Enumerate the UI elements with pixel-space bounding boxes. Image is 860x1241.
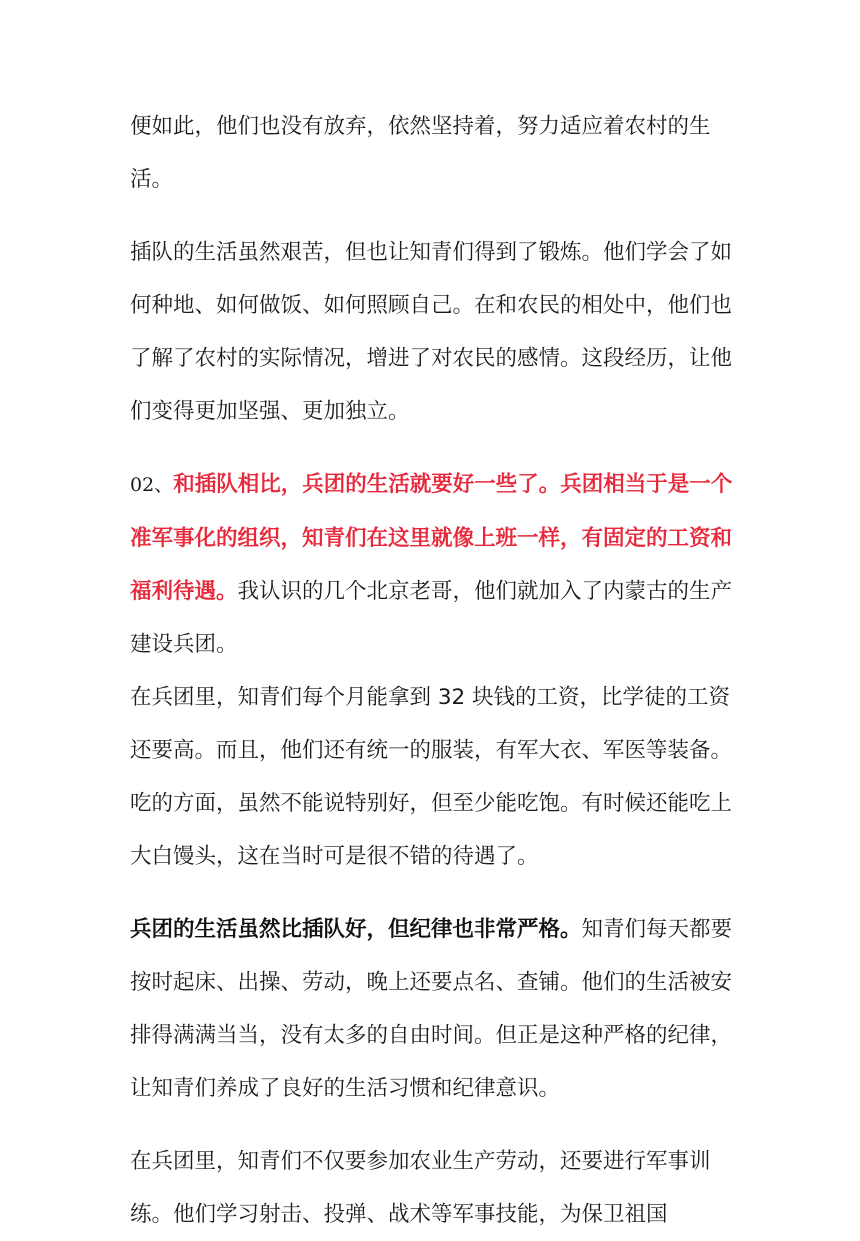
paragraph-4 [130, 671, 734, 883]
paragraph-2-text: 插队的生活虽然艰苦，但也让知青们得到了锻炼。他们学会了如何种地、如何做饭、如何照顾自己。在和农民的相处中，他们也了解了农村的实际情况，增进了对农民的感情。这段经历，让他们变得更加坚强、更加独立。 [130, 240, 733, 424]
paragraph-6 [130, 1135, 734, 1241]
paragraph-2 [130, 226, 734, 438]
paragraph-1 [130, 100, 734, 206]
paragraph-5 [130, 903, 734, 1115]
highlighted-sentence: 和插队相比，兵团的生活就要好一些了。兵团相当于是一个准军事化的组织，知青们在这里就像上班一样，有固定的工资和福利待遇。 [130, 472, 733, 604]
paragraph-6-text: 在兵团里，知青们不仅要参加农业生产劳动，还要进行军事训练。他们学习射击、投弹、战术等军事技能，为保卫祖国 [130, 1149, 711, 1227]
article-body [130, 100, 734, 1241]
paragraph-1-text: 便如此，他们也没有放弃，依然坚持着，努力适应着农村的生活。 [130, 114, 711, 192]
paragraph-3-text: 我认识的几个北京老哥，他们就加入了内蒙古的生产建设兵团。 [130, 579, 733, 657]
paragraph-3 [130, 458, 734, 671]
paragraph-5-text: 知青们每天都要按时起床、出操、劳动，晚上还要点名、查铺。他们的生活被安排得满满当当，没有太多的自由时间。但正是这种严格的纪律，让知青们养成了良好的生活习惯和纪律意识。 [130, 917, 733, 1101]
paragraph-gap [130, 1115, 734, 1135]
paragraph-gap [130, 883, 734, 903]
section-number: 02、 [130, 474, 174, 496]
paragraph-gap [130, 438, 734, 458]
paragraph-4-text: 在兵团里，知青们每个月能拿到 32 块钱的工资，比学徒的工资还要高。而且，他们还有统一的服装，有军大衣、军医等装备。吃的方面，虽然不能说特别好，但至少能吃饱。有时候还能吃上大白馒头，这在当时可是很不错的待遇了。 [130, 685, 733, 869]
bold-sentence: 兵团的生活虽然比插队好，但纪律也非常严格。 [130, 917, 582, 942]
paragraph-gap [130, 206, 734, 226]
